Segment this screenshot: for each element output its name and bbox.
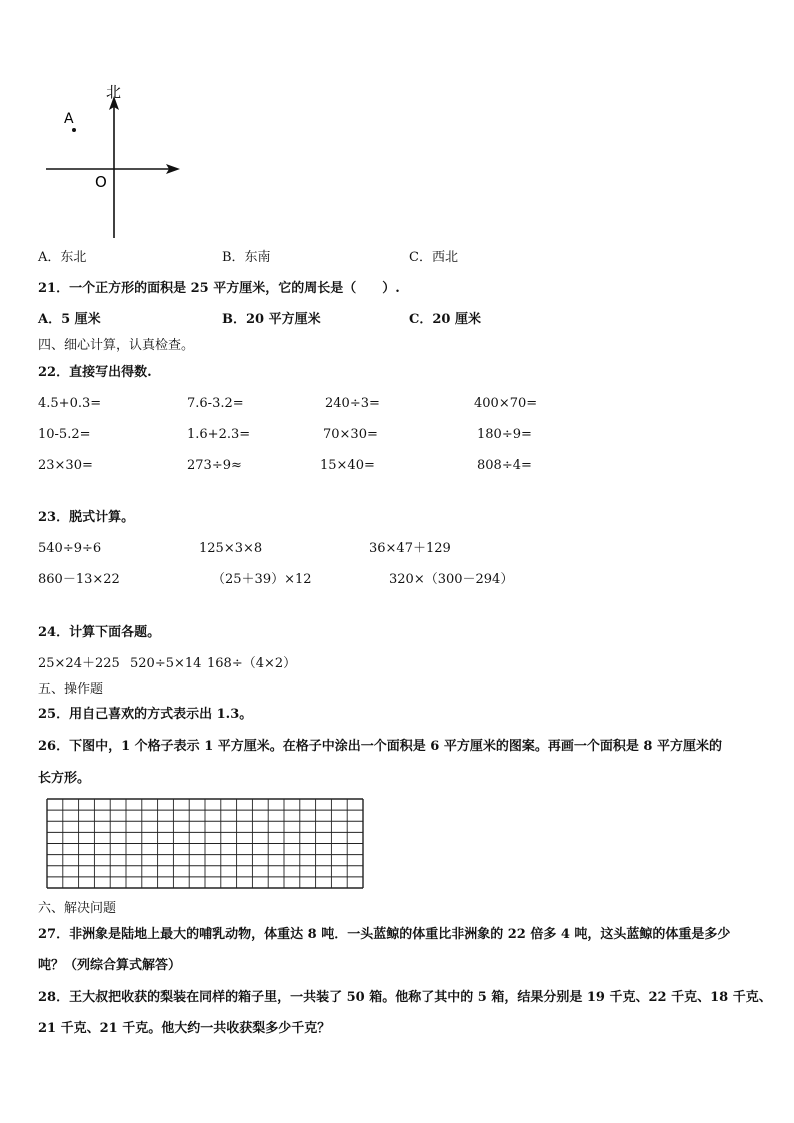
q20-option-c: C．西北 [409,250,458,265]
q26-line-2: 长方形。 [38,771,91,786]
q22-r2c2: 1.6+2.3= [187,427,251,442]
square-grid[interactable] [46,798,366,890]
q21-option-a: A．5 厘米 [38,312,101,327]
q24-item-3: 168÷（4×2） [207,656,297,671]
q25-text: 25．用自己喜欢的方式表示出 1.3。 [38,707,253,722]
point-a-label: A [64,111,74,127]
q22-r1c3: 240÷3= [325,396,380,411]
q23-title: 23．脱式计算。 [38,510,135,525]
q24-title: 24．计算下面各题。 [38,625,161,640]
q27-line-2: 吨？（列综合算式解答） [38,958,182,973]
q22-title: 22．直接写出得数. [38,365,152,380]
q23-r1c1: 540÷9÷6 [38,541,102,556]
section-6-heading: 六、解决问题 [38,901,117,916]
q22-r3c2: 273÷9≈ [187,458,242,473]
q27-line-1: 27．非洲象是陆地上最大的哺乳动物，体重达 8 吨．一头蓝鲸的体重比非洲象的 22 倍多 4 吨，这头蓝鲸的体重是多少 [38,927,731,942]
q23-r2c3: 320×（300－294） [389,572,514,587]
direction-figure [40,78,190,243]
q22-r2c1: 10-5.2= [38,427,91,442]
north-label: 北 [106,83,122,101]
q21-option-c: C．20 厘米 [409,312,481,327]
q21-stem: 21．一个正方形的面积是 25 平方厘米，它的周长是（ ）. [38,281,400,296]
q23-r2c1: 860－13×22 [38,572,120,587]
q20-option-b: B．东南 [222,250,271,265]
q22-r3c3: 15×40= [320,458,375,473]
q24-item-1: 25×24＋225 [38,656,120,671]
q23-r1c3: 36×47＋129 [369,541,451,556]
section-4-heading: 四、细心计算，认真检查。 [38,338,195,353]
q23-r2c2: （25＋39）×12 [212,572,312,587]
q22-r1c2: 7.6-3.2= [187,396,244,411]
section-5-heading: 五、操作题 [38,682,104,697]
q22-r1c4: 400×70= [474,396,538,411]
q28-line-2: 21 千克、21 千克。他大约一共收获梨多少千克？ [38,1021,331,1036]
q23-r1c2: 125×3×8 [199,541,263,556]
q20-option-a: A．东北 [38,250,87,265]
q22-r3c1: 23×30= [38,458,93,473]
q22-r3c4: 808÷4= [477,458,532,473]
q28-line-1: 28．王大叔把收获的梨装在同样的箱子里，一共装了 50 箱。他称了其中的 5 箱，结果分别是 19 千克、22 千克、18 千克、 [38,990,772,1005]
point-a [72,128,76,132]
q26-line-1: 26．下图中，1 个格子表示 1 平方厘米。在格子中涂出一个面积是 6 平方厘米的图案。再画一个面积是 8 平方厘米的 [38,739,722,754]
q22-r1c1: 4.5+0.3= [38,396,102,411]
q22-r2c3: 70×30= [323,427,378,442]
origin-label: O [95,173,107,191]
q24-item-2: 520÷5×14 [130,656,202,671]
q22-r2c4: 180÷9= [477,427,532,442]
q21-option-b: B．20 平方厘米 [222,312,321,327]
